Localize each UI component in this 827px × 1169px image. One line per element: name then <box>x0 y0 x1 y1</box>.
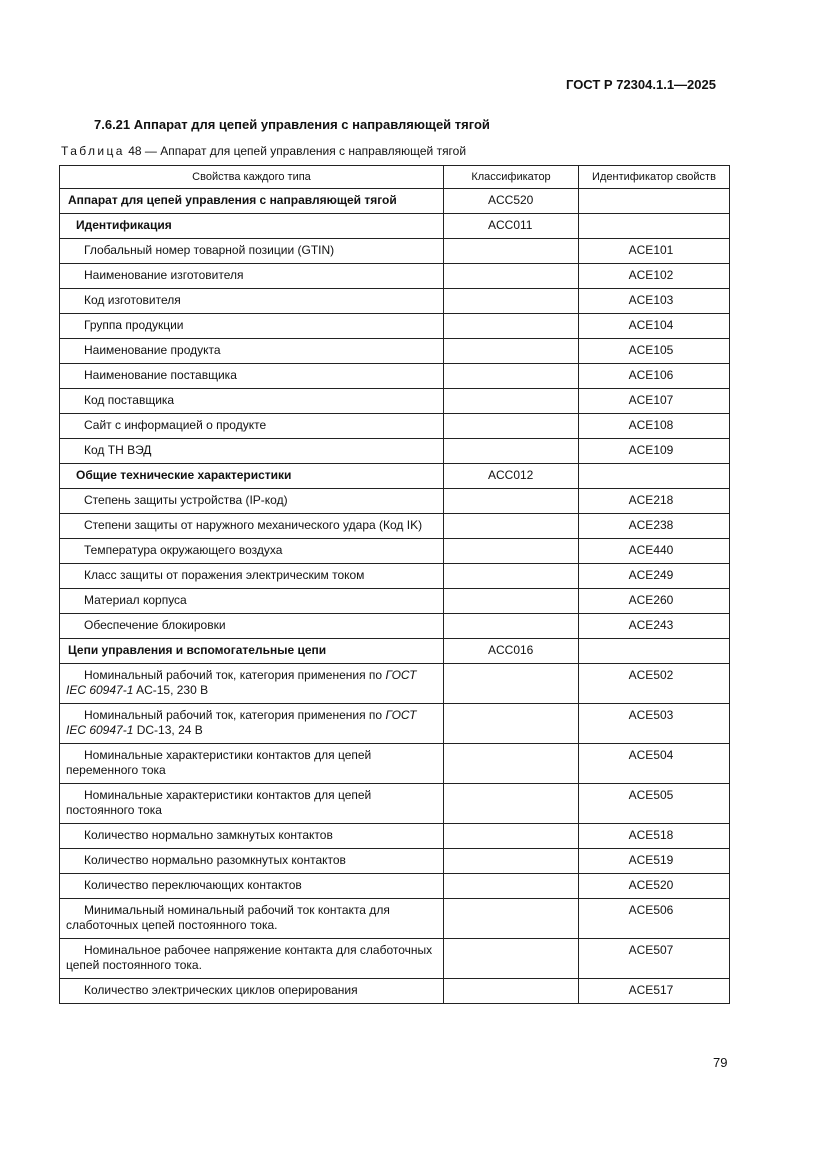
table-row <box>60 289 730 314</box>
classifier-cell <box>444 939 579 979</box>
classifier-cell <box>444 589 579 614</box>
table-row <box>60 979 730 1004</box>
property-name-cell: Код изготовителя <box>60 289 444 314</box>
classifier-cell <box>444 704 579 744</box>
classifier-cell <box>444 514 579 539</box>
property-id-cell: ACE520 <box>579 874 730 899</box>
classifier-cell: ACC016 <box>444 639 579 664</box>
property-name-cell: Номинальный рабочий ток, категория применения по ГОСТ IEC 60947-1 DC-13, 24 В <box>60 704 444 744</box>
property-name-cell: Количество нормально разомкнутых контактов <box>60 849 444 874</box>
property-name-cell: Общие технические характеристики <box>60 464 444 489</box>
table-row <box>60 414 730 439</box>
table-row <box>60 264 730 289</box>
property-name-cell: Код поставщика <box>60 389 444 414</box>
table-row <box>60 439 730 464</box>
classifier-cell <box>444 364 579 389</box>
table-row <box>60 489 730 514</box>
property-name-cell: Количество переключающих контактов <box>60 874 444 899</box>
table-row <box>60 389 730 414</box>
table-row <box>60 314 730 339</box>
property-name-cell: Номинальное рабочее напряжение контакта для слаботочных цепей постоянного тока. <box>60 939 444 979</box>
table-row <box>60 824 730 849</box>
table-row <box>60 664 730 704</box>
property-name-cell: Наименование поставщика <box>60 364 444 389</box>
table-row <box>60 539 730 564</box>
classifier-cell <box>444 414 579 439</box>
classifier-cell <box>444 389 579 414</box>
property-name-cell: Степени защиты от наружного механического удара (Код IK) <box>60 514 444 539</box>
standard-reference: ГОСТ IEC 60947-1 <box>66 708 417 737</box>
table-row <box>60 239 730 264</box>
property-id-cell: ACE503 <box>579 704 730 744</box>
classifier-cell <box>444 824 579 849</box>
table-row <box>60 874 730 899</box>
table-row <box>60 189 730 214</box>
table-row <box>60 744 730 784</box>
property-id-cell: ACE106 <box>579 364 730 389</box>
table-row <box>60 614 730 639</box>
table-row <box>60 364 730 389</box>
property-id-cell <box>579 639 730 664</box>
property-name-cell: Минимальный номинальный рабочий ток контакта для слаботочных цепей постоянного тока. <box>60 899 444 939</box>
classifier-cell: ACC011 <box>444 214 579 239</box>
property-name-cell: Температура окружающего воздуха <box>60 539 444 564</box>
property-name-cell: Номинальные характеристики контактов для цепей переменного тока <box>60 744 444 784</box>
classifier-cell <box>444 744 579 784</box>
property-id-cell: ACE506 <box>579 899 730 939</box>
classifier-cell <box>444 489 579 514</box>
standard-reference: ГОСТ IEC 60947-1 <box>66 668 417 697</box>
property-id-cell: ACE238 <box>579 514 730 539</box>
table-row <box>60 784 730 824</box>
property-id-cell: ACE440 <box>579 539 730 564</box>
table-row <box>60 849 730 874</box>
property-name-cell: Номинальный рабочий ток, категория применения по ГОСТ IEC 60947-1 AC-15, 230 В <box>60 664 444 704</box>
table-row <box>60 214 730 239</box>
classifier-cell <box>444 614 579 639</box>
property-name-cell: Наименование изготовителя <box>60 264 444 289</box>
property-id-cell: ACE505 <box>579 784 730 824</box>
property-name-cell: Глобальный номер товарной позиции (GTIN) <box>60 239 444 264</box>
table-row <box>60 464 730 489</box>
property-id-cell: ACE517 <box>579 979 730 1004</box>
classifier-cell: ACC520 <box>444 189 579 214</box>
properties-table <box>59 165 730 1004</box>
property-id-cell: ACE108 <box>579 414 730 439</box>
property-id-cell <box>579 189 730 214</box>
property-name-cell: Материал корпуса <box>60 589 444 614</box>
property-name-cell: Количество нормально замкнутых контактов <box>60 824 444 849</box>
table-caption <box>61 144 466 158</box>
property-id-cell: ACE103 <box>579 289 730 314</box>
property-id-cell: ACE518 <box>579 824 730 849</box>
property-id-cell: ACE519 <box>579 849 730 874</box>
classifier-cell <box>444 664 579 704</box>
property-id-cell <box>579 214 730 239</box>
classifier-cell: ACC012 <box>444 464 579 489</box>
property-name-cell: Количество электрических циклов оперирования <box>60 979 444 1004</box>
table-row <box>60 339 730 364</box>
classifier-cell <box>444 314 579 339</box>
table-row <box>60 899 730 939</box>
property-id-cell: ACE107 <box>579 389 730 414</box>
property-id-cell: ACE243 <box>579 614 730 639</box>
property-name-cell: Обеспечение блокировки <box>60 614 444 639</box>
property-id-cell: ACE102 <box>579 264 730 289</box>
property-name-cell: Сайт с информацией о продукте <box>60 414 444 439</box>
classifier-cell <box>444 439 579 464</box>
classifier-cell <box>444 539 579 564</box>
classifier-cell <box>444 979 579 1004</box>
property-name-cell: Группа продукции <box>60 314 444 339</box>
classifier-cell <box>444 899 579 939</box>
table-caption-text: 48 — Аппарат для цепей управления с направляющей тягой <box>124 144 467 158</box>
page-number: 79 <box>713 1055 728 1070</box>
column-header-properties: Свойства каждого типа <box>60 166 444 189</box>
classifier-cell <box>444 264 579 289</box>
classifier-cell <box>444 239 579 264</box>
classifier-cell <box>444 784 579 824</box>
property-id-cell: ACE504 <box>579 744 730 784</box>
property-name-cell: Аппарат для цепей управления с направляющей тягой <box>60 189 444 214</box>
property-name-cell: Цепи управления и вспомогательные цепи <box>60 639 444 664</box>
column-header-classifier: Классификатор <box>444 166 579 189</box>
property-id-cell <box>579 464 730 489</box>
property-id-cell: ACE105 <box>579 339 730 364</box>
property-id-cell: ACE104 <box>579 314 730 339</box>
property-name-cell: Идентификация <box>60 214 444 239</box>
table-row <box>60 589 730 614</box>
property-id-cell: ACE507 <box>579 939 730 979</box>
table-header-row <box>60 166 730 189</box>
property-name-cell: Наименование продукта <box>60 339 444 364</box>
table-caption-label: Таблица <box>61 144 125 158</box>
section-heading: 7.6.21 Аппарат для цепей управления с направляющей тягой <box>94 117 490 132</box>
table-row <box>60 514 730 539</box>
property-id-cell: ACE218 <box>579 489 730 514</box>
property-id-cell: ACE109 <box>579 439 730 464</box>
property-id-cell: ACE260 <box>579 589 730 614</box>
table-row <box>60 939 730 979</box>
classifier-cell <box>444 874 579 899</box>
property-id-cell: ACE101 <box>579 239 730 264</box>
classifier-cell <box>444 849 579 874</box>
standard-number: ГОСТ Р 72304.1.1—2025 <box>566 77 716 92</box>
property-name-cell: Код ТН ВЭД <box>60 439 444 464</box>
table-row <box>60 704 730 744</box>
table-row <box>60 639 730 664</box>
property-name-cell: Номинальные характеристики контактов для цепей постоянного тока <box>60 784 444 824</box>
table-row <box>60 564 730 589</box>
classifier-cell <box>444 339 579 364</box>
property-id-cell: ACE249 <box>579 564 730 589</box>
classifier-cell <box>444 564 579 589</box>
property-name-cell: Степень защиты устройства (IP-код) <box>60 489 444 514</box>
property-name-cell: Класс защиты от поражения электрическим током <box>60 564 444 589</box>
classifier-cell <box>444 289 579 314</box>
property-id-cell: ACE502 <box>579 664 730 704</box>
column-header-property-id: Идентификатор свойств <box>579 166 730 189</box>
